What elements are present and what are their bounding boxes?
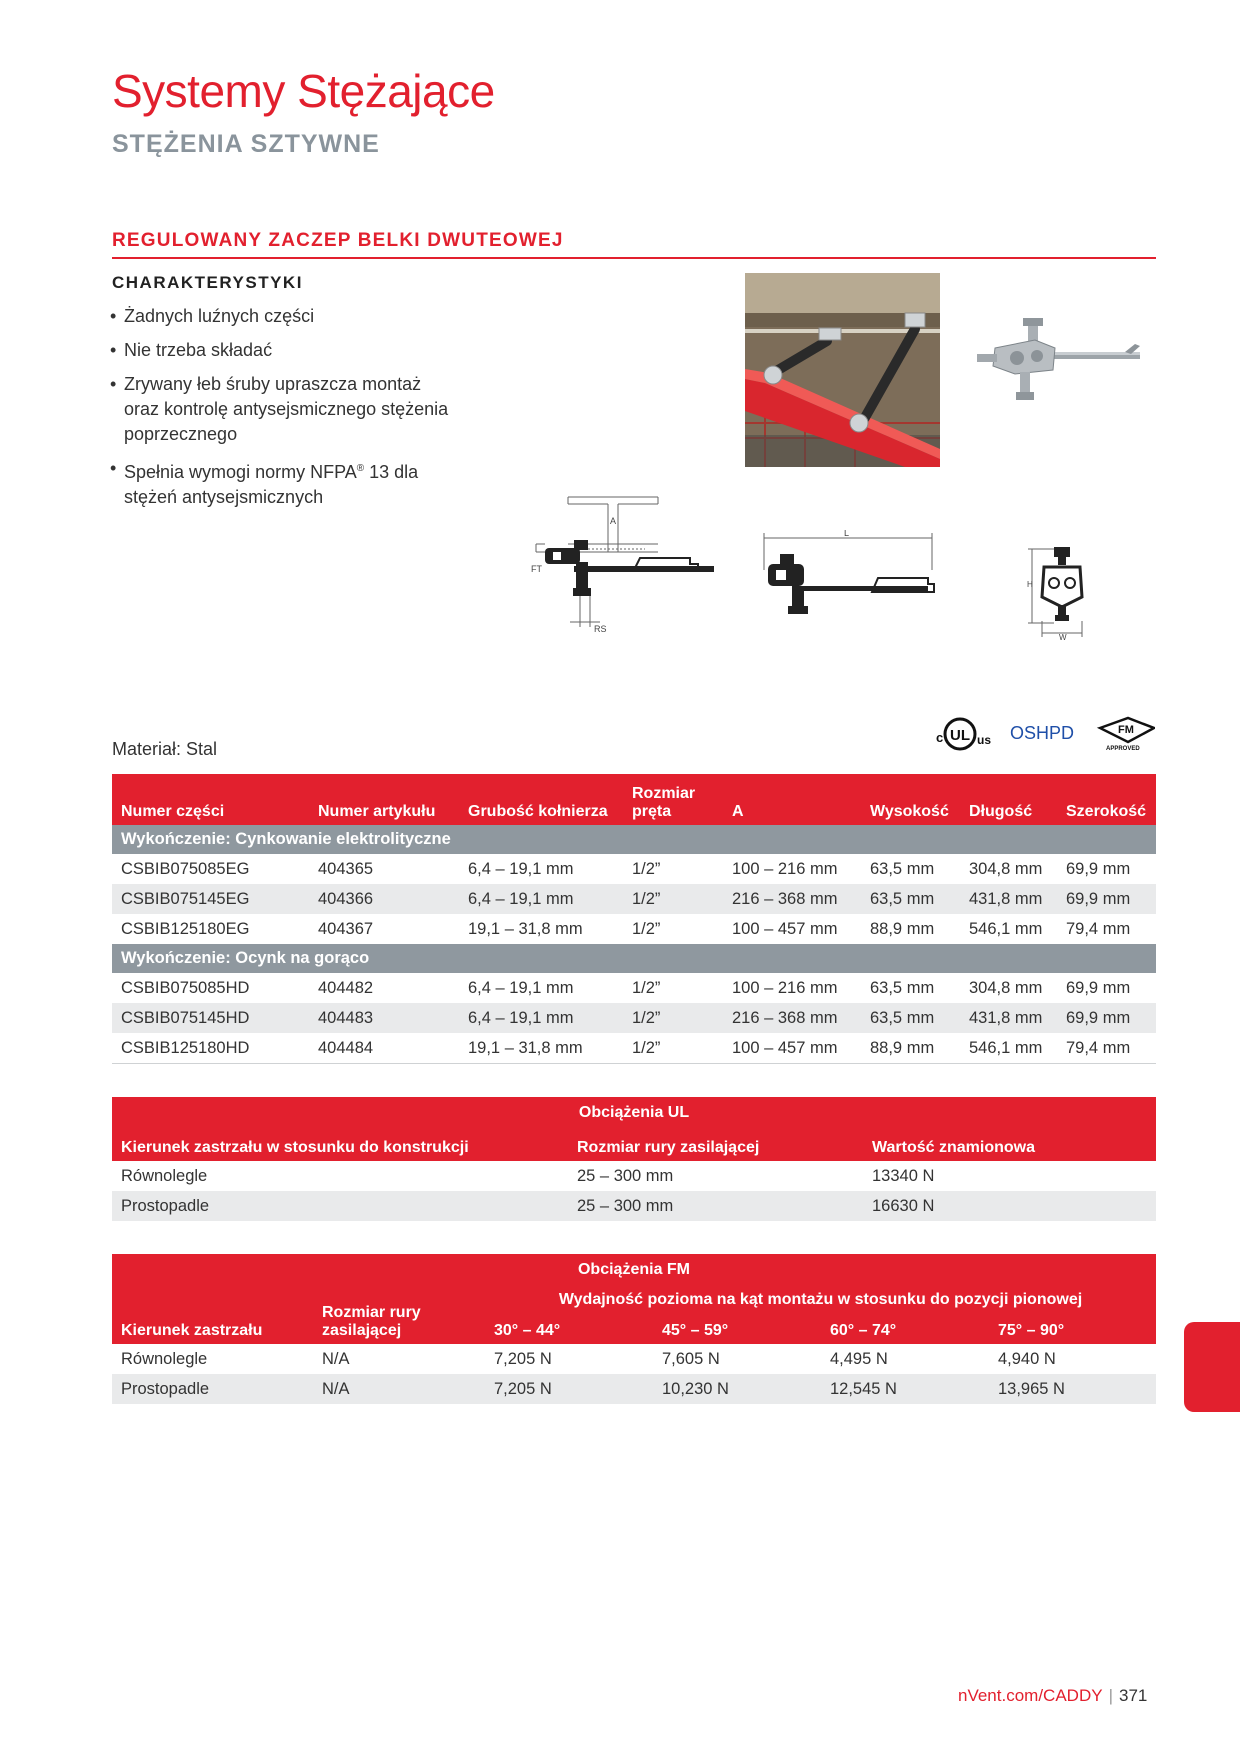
col-header: Wartość znamionowa <box>863 1129 1156 1161</box>
table-row: CSBIB075085EG 404365 6,4 – 19,1 mm 1/2” 100 – 216 mm 63,5 mm 304,8 mm 69,9 mm <box>121 859 1131 878</box>
table-row: Równolegle N/A 7,205 N 7,605 N 4,495 N 4,940 N <box>121 1349 1056 1368</box>
ul-title-row <box>112 1097 1156 1129</box>
col-header: Wysokość <box>861 774 960 825</box>
table-row: Równolegle 25 – 300 mm 13340 N <box>121 1166 935 1185</box>
col-header: Numer części <box>112 774 309 825</box>
feature-item: • Nie trzeba składać <box>110 338 450 363</box>
svg-text:APPROVED: APPROVED <box>1106 746 1140 752</box>
table-row: CSBIB125180HD 404484 19,1 – 31,8 mm 1/2” 100 – 457 mm 88,9 mm 546,1 mm 79,4 mm <box>112 1033 1156 1064</box>
fm-title-row <box>112 1254 1156 1286</box>
table-row: CSBIB075145EG 404366 6,4 – 19,1 mm 1/2” 216 – 368 mm 63,5 mm 431,8 mm 69,9 mm <box>112 884 1156 914</box>
table-row: Prostopadle 25 – 300 mm 16630 N <box>112 1191 1156 1221</box>
fm-loads-table <box>112 1254 1156 1404</box>
drawing-length-view <box>758 530 938 620</box>
fm-group-header-row <box>112 1286 1156 1314</box>
fm-group-header: Wydajność pozioma na kąt montażu w stosunku do pozycji pionowej <box>485 1286 1156 1314</box>
page-subtitle: STĘŻENIA SZTYWNE <box>112 130 380 158</box>
chapter-tab[interactable] <box>1184 1322 1240 1412</box>
table-row: CSBIB075145HD 404483 6,4 – 19,1 mm 1/2” 216 – 368 mm 63,5 mm 431,8 mm 69,9 mm <box>112 1003 1156 1033</box>
col-header: Rozmiar rury zasilającej <box>568 1129 863 1161</box>
col-header: Długość <box>960 774 1057 825</box>
oshpd-logo-icon: OSHPD <box>1010 723 1075 743</box>
footer-separator: | <box>1108 1686 1113 1705</box>
svg-text:us: us <box>977 733 992 747</box>
feature-item: • Żadnych luźnych części <box>110 304 450 329</box>
svg-text:W: W <box>1059 633 1067 640</box>
svg-text:RS: RS <box>594 624 607 632</box>
footer-url-link[interactable]: nVent.com/CADDY <box>958 1686 1103 1705</box>
certification-logos <box>930 712 1155 752</box>
fm-table-title: Obciążenia FM <box>112 1254 1156 1286</box>
angle-header: 75° – 90° <box>989 1314 1156 1344</box>
spec-table <box>112 774 1156 1064</box>
table-row: Prostopadle N/A 7,205 N 10,230 N 12,545 N 13,965 N <box>112 1374 1156 1404</box>
angle-header: 60° – 74° <box>821 1314 989 1344</box>
svg-text:c: c <box>936 730 944 745</box>
svg-text:H: H <box>1027 580 1033 589</box>
col-header: Grubość kołnierza <box>459 774 623 825</box>
drawing-side-view <box>530 492 720 632</box>
col-header: Kierunek zastrzału w stosunku do konstrukcji <box>112 1129 568 1161</box>
feature-item: • Zrywany łeb śruby upraszcza montaż oraz kontrolę antysejsmicznego stężenia poprzecznego <box>110 372 450 447</box>
installation-photo <box>745 273 940 467</box>
features-heading: CHARAKTERYSTYKI <box>112 273 303 292</box>
finish-group-row: Wykończenie: Cynkowanie elektrolityczne <box>112 825 1156 854</box>
svg-text:L: L <box>844 530 850 538</box>
table-row: CSBIB125180EG 404367 19,1 – 31,8 mm 1/2” 100 – 457 mm 88,9 mm 546,1 mm 79,4 mm <box>121 919 1131 938</box>
svg-text:FM: FM <box>1118 724 1134 736</box>
ul-loads-table <box>112 1097 1156 1221</box>
material-label: Materiał: Stal <box>112 739 218 759</box>
col-header: Rozmiar pręta <box>623 774 723 825</box>
drawing-end-view <box>1024 545 1094 640</box>
col-header: Numer artykułu <box>309 774 459 825</box>
col-header: Kierunek zastrzału <box>112 1286 313 1344</box>
ul-header-row <box>112 1129 1156 1161</box>
features-list <box>110 304 450 519</box>
angle-header: 30° – 44° <box>485 1314 653 1344</box>
angle-header: 45° – 59° <box>653 1314 821 1344</box>
ul-table-title: Obciążenia UL <box>112 1097 1156 1129</box>
fm-approved-logo-icon <box>1100 718 1154 752</box>
col-header: Rozmiar rury zasilającej <box>313 1286 485 1344</box>
svg-text:UL: UL <box>950 727 970 744</box>
feature-item: • Spełnia wymogi normy NFPA® 13 dla stężeń antysejsmicznych <box>110 456 450 510</box>
footer <box>958 1686 1147 1706</box>
page-number: 371 <box>1118 1686 1148 1705</box>
spec-header-row <box>112 774 1156 825</box>
svg-text:A: A <box>610 516 617 526</box>
section-title: REGULOWANY ZACZEP BELKI DWUTEOWEJ <box>112 230 1156 259</box>
col-header: Szerokość <box>1057 774 1156 825</box>
col-header: A <box>723 774 861 825</box>
table-row: CSBIB075085HD 404482 6,4 – 19,1 mm 1/2” 100 – 216 mm 63,5 mm 304,8 mm 69,9 mm <box>121 978 1131 997</box>
registered-mark: ® <box>356 463 365 474</box>
svg-text:FT: FT <box>531 564 542 574</box>
page-title: Systemy Stężające <box>112 65 495 117</box>
ul-logo-icon <box>936 719 991 749</box>
finish-group-row: Wykończenie: Ocynk na gorąco <box>112 944 1156 973</box>
clamp-product-image <box>975 318 1140 418</box>
